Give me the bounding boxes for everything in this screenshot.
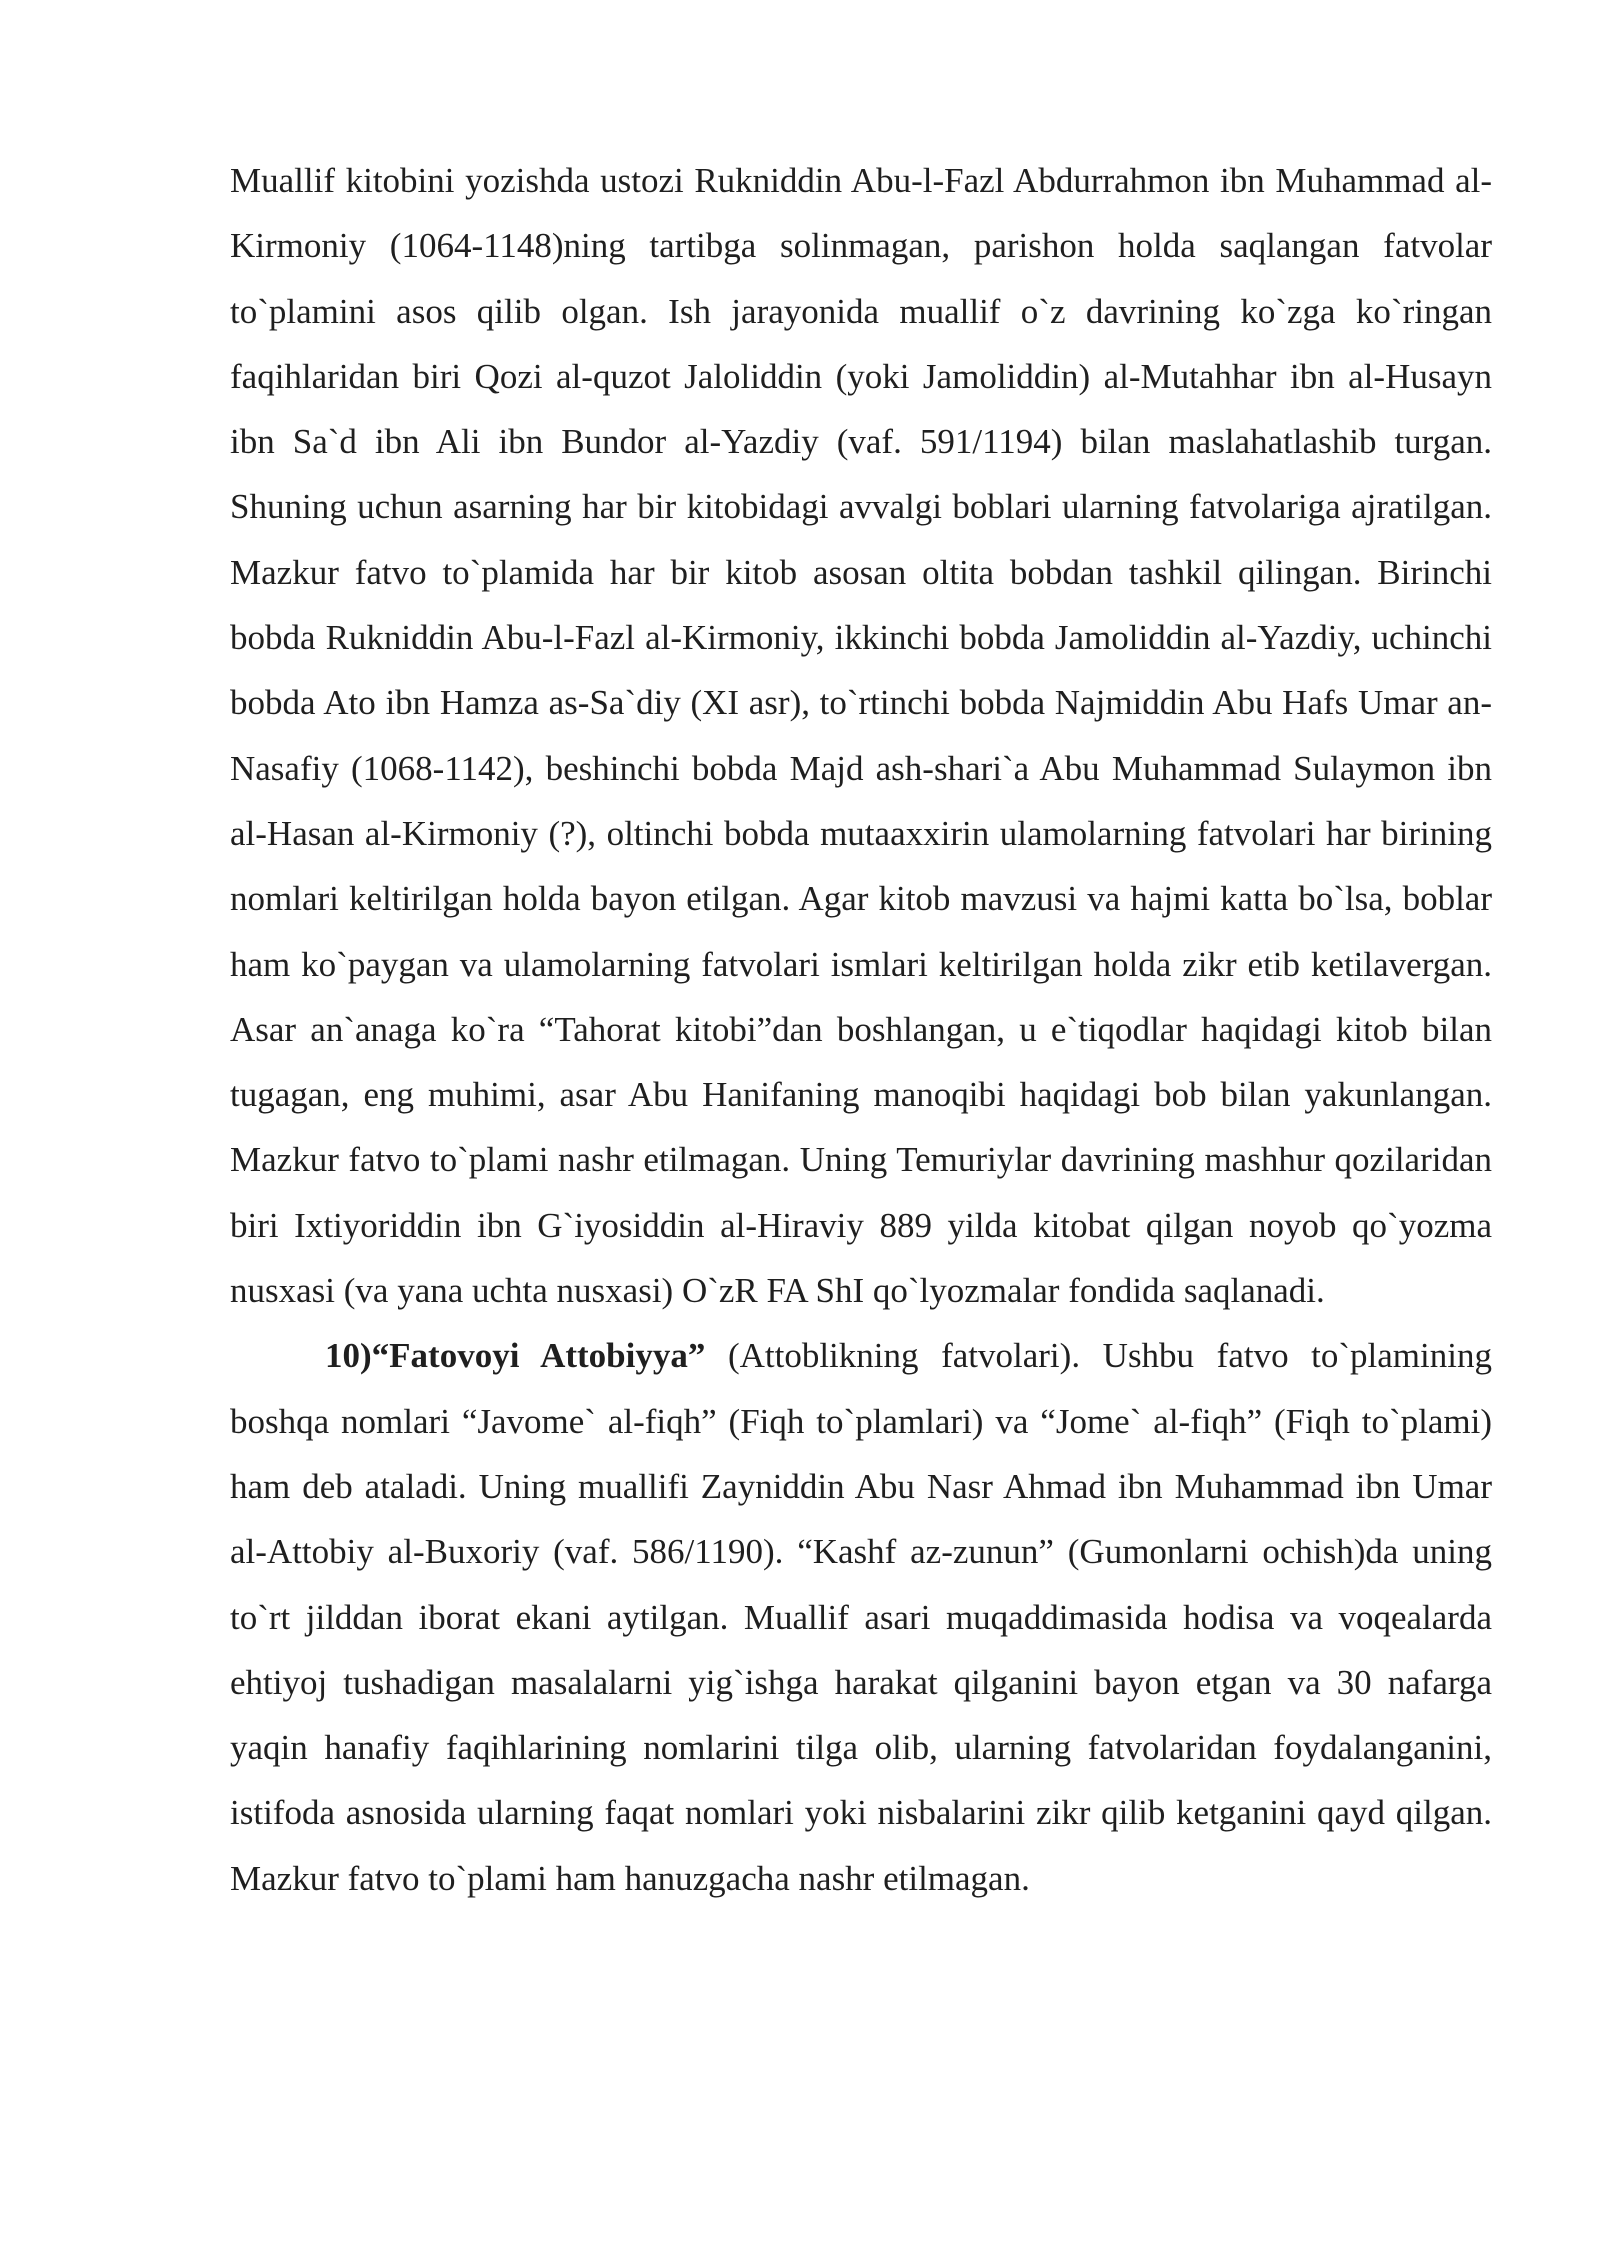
paragraph-text: (Attoblikning fatvolari). Ushbu fatvo to`plamining boshqa nomlari “Javome` al-fiqh” (Fiqh to`plamlari) va “Jome` al-fiqh” (Fiqh to`plami) ham deb ataladi. Uning muallifi Zayniddin Abu Nasr Ahmad ibn Muhammad ibn Umar al-Attobiy al-Buxoriy (vaf. 586/1190). “Kashf az-zunun” (Gumonlarni ochish)da uning to`rt jilddan iborat ekani aytilgan. Muallif asari muqaddimasida hodisa va voqealarda ehtiyoj tushadigan masalalarni yig`ishga harakat qilganini bayon etgan va 30 nafarga yaqin hanafiy faqihlarining nomlarini tilga olib, ularning fatvolaridan foydalanganini, istifoda asnosida ularning faqat nomlari yoki nisbalarini zikr qilib ketganini qayd qilgan. Mazkur fatvo to`plami ham hanuzgacha nashr etilmagan. bbox=[230, 1336, 1492, 1898]
paragraph-text: Muallif kitobini yozishda ustozi Rukniddin Abu-l-Fazl Abdurrahmon ibn Muhammad al-Kirmoniy (1064-1148)ning tartibga solinmagan, parishon holda saqlangan fatvolar to`plamini asos qilib olgan. Ish jarayonida muallif o`z davrining ko`zga ko`ringan faqihlaridan biri Qozi al-quzot Jaloliddin (yoki Jamoliddin) al-Mutahhar ibn al-Husayn ibn Sa`d ibn Ali ibn Bundor al-Yazdiy (vaf. 591/1194) bilan maslahatlashib turgan. Shuning uchun asarning har bir kitobidagi avvalgi boblari ularning fatvolariga ajratilgan. Mazkur fatvo to`plamida har bir kitob asosan oltita bobdan tashkil qilingan. Birinchi bobda Rukniddin Abu-l-Fazl al-Kirmoniy, ikkinchi bobda Jamoliddin al-Yazdiy, uchinchi bobda Ato ibn Hamza as-Sa`diy (XI asr), to`rtinchi bobda Najmiddin Abu Hafs Umar an-Nasafiy (1068-1142), beshinchi bobda Majd ash-shari`a Abu Muhammad Sulaymon ibn al-Hasan al-Kirmoniy (?), oltinchi bobda mutaaxxirin ulamolarning fatvolari har birining nomlari keltirilgan holda bayon etilgan. Agar kitob mavzusi va hajmi katta bo`lsa, boblar ham ko`paygan va ulamolarning fatvolari ismlari keltirilgan holda zikr etib ketilavergan. Asar an`anaga ko`ra “Tahorat kitobi”dan boshlangan, u e`tiqodlar haqidagi kitob bilan tugagan, eng muhimi, asar Abu Hanifaning manoqibi haqidagi bob bilan yakunlangan. Mazkur fatvo to`plami nashr etilmagan. Uning Temuriylar davrining mashhur qozilaridan biri Ixtiyoriddin ibn G`iyosiddin al-Hiraviy 889 yilda kitobat qilgan noyob qo`yozma nusxasi (va yana uchta nusxasi) O`zR FA ShI qo`lyozmalar fondida saqlanadi. bbox=[230, 161, 1492, 1311]
paragraph-fatovoyi-attobiyya bbox=[230, 1323, 1492, 1911]
section-heading: 10)“Fatovoyi Attobiyya” bbox=[325, 1336, 706, 1376]
document-page bbox=[230, 148, 1492, 1911]
paragraph-kirmoniy-fatwa-collection bbox=[230, 148, 1492, 1323]
